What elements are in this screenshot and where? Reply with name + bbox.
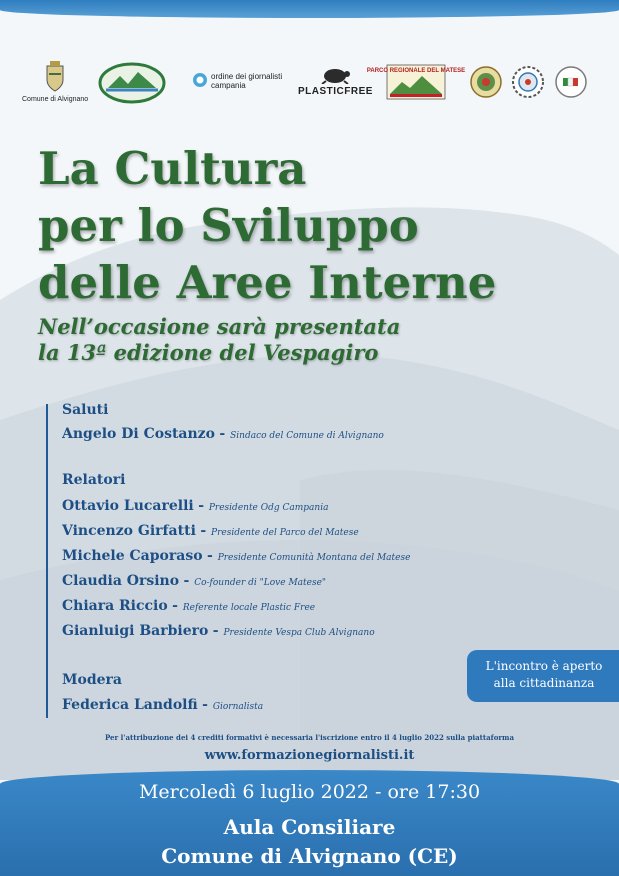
open-to-public-badge (467, 650, 619, 702)
speaker-name: Vincenzo Girfatti (62, 523, 196, 539)
speaker-name: Chiara Riccio (62, 598, 168, 614)
speaker-role: Presidente del Parco del Matese (211, 528, 359, 538)
speaker-name: Federica Landolfi (62, 697, 198, 713)
subtitle-line-2: la 13ª edizione del Vespagiro (38, 340, 379, 365)
section-saluti: Saluti (62, 402, 109, 418)
speaker-role: Co-founder di "Love Matese" (194, 578, 327, 588)
subtitle-line-1: Nell’occasione sarà presentata (38, 314, 401, 339)
coat-of-arms-icon (43, 60, 67, 94)
title-line-3: delle Aree Interne (38, 256, 497, 309)
seal-icon (470, 66, 502, 98)
speaker-name: Gianluigi Barbiero (62, 623, 209, 639)
speaker-role: Sindaco del Comune di Alvignano (230, 431, 384, 441)
section-relatori: Relatori (62, 472, 126, 488)
event-subtitle (38, 314, 598, 366)
badge-line-2: alla cittadinanza (493, 676, 595, 690)
title-line-1: La Cultura (38, 142, 307, 195)
event-date: Mercoledì 6 luglio 2022 - ore 17:30 (138, 781, 481, 803)
round-seal-logo-1 (470, 66, 502, 98)
speaker-name: Ottavio Lucarelli (62, 498, 194, 514)
round-seal-logo-3 (555, 66, 587, 98)
round-green-logo (98, 62, 166, 104)
logo-caption: ordine dei giornalisti campania (211, 72, 283, 90)
ordine-giornalisti-logo (192, 70, 291, 90)
logos-row (0, 60, 619, 112)
speaker-row: Federica Landolfi - Giornalista (62, 697, 264, 713)
badge-line-1: L'incontro è aperto (485, 659, 603, 673)
speaker-row: Chiara Riccio - Referente locale Plastic Free (62, 598, 316, 614)
circle-mark-icon (192, 72, 208, 88)
title-line-2: per lo Sviluppo (38, 199, 419, 252)
speaker-name: Angelo Di Costanzo (62, 426, 215, 442)
logo-caption: PLASTICFREE (298, 86, 373, 97)
speaker-role: Referente locale Plastic Free (182, 603, 316, 613)
gear-icon (512, 66, 544, 98)
speaker-row: Claudia Orsino - Co-founder di "Love Matese" (62, 573, 327, 589)
speaker-row: Vincenzo Girfatti - Presidente del Parco del Matese (62, 523, 359, 539)
logo-caption: Comune di Alvignano (22, 96, 89, 103)
plasticfree-logo (298, 66, 373, 97)
program-list (46, 404, 468, 718)
speaker-role: Giornalista (212, 702, 264, 712)
parco-matese-logo (366, 64, 466, 100)
top-band (0, 0, 619, 18)
speaker-row: Gianluigi Barbiero - Presidente Vespa Club Alvignano (62, 623, 375, 639)
comune-alvignano-logo (22, 60, 88, 103)
speaker-role: Presidente Odg Campania (208, 503, 329, 513)
speaker-name: Claudia Orsino (62, 573, 180, 589)
credits-note: Per l'attribuzione dei 4 crediti formativi è necessaria l'iscrizione entro il 4 luglio 2022 sulla piattaforma (104, 733, 514, 742)
event-title (38, 140, 598, 311)
website-link[interactable]: www.formazionegiornalisti.it (204, 748, 415, 763)
badge-icon (555, 66, 587, 98)
speaker-row: Michele Caporaso - Presidente Comunità Montana del Matese (62, 548, 411, 564)
venue-place: Comune di Alvignano (CE) (161, 844, 458, 868)
speaker-role: Presidente Vespa Club Alvignano (223, 628, 375, 638)
speaker-role: Presidente Comunità Montana del Matese (217, 553, 411, 563)
speaker-row: Angelo Di Costanzo - Sindaco del Comune di Alvignano (62, 426, 384, 442)
emblem-icon (98, 62, 166, 104)
speaker-row: Ottavio Lucarelli - Presidente Odg Campania (62, 498, 329, 514)
speaker-name: Michele Caporaso (62, 548, 203, 564)
section-modera: Modera (62, 672, 122, 688)
turtle-icon (318, 66, 352, 84)
venue-room: Aula Consiliare (223, 815, 396, 839)
logo-caption: PARCO REGIONALE DEL MATESE (366, 68, 466, 74)
round-seal-logo-2 (512, 66, 544, 98)
